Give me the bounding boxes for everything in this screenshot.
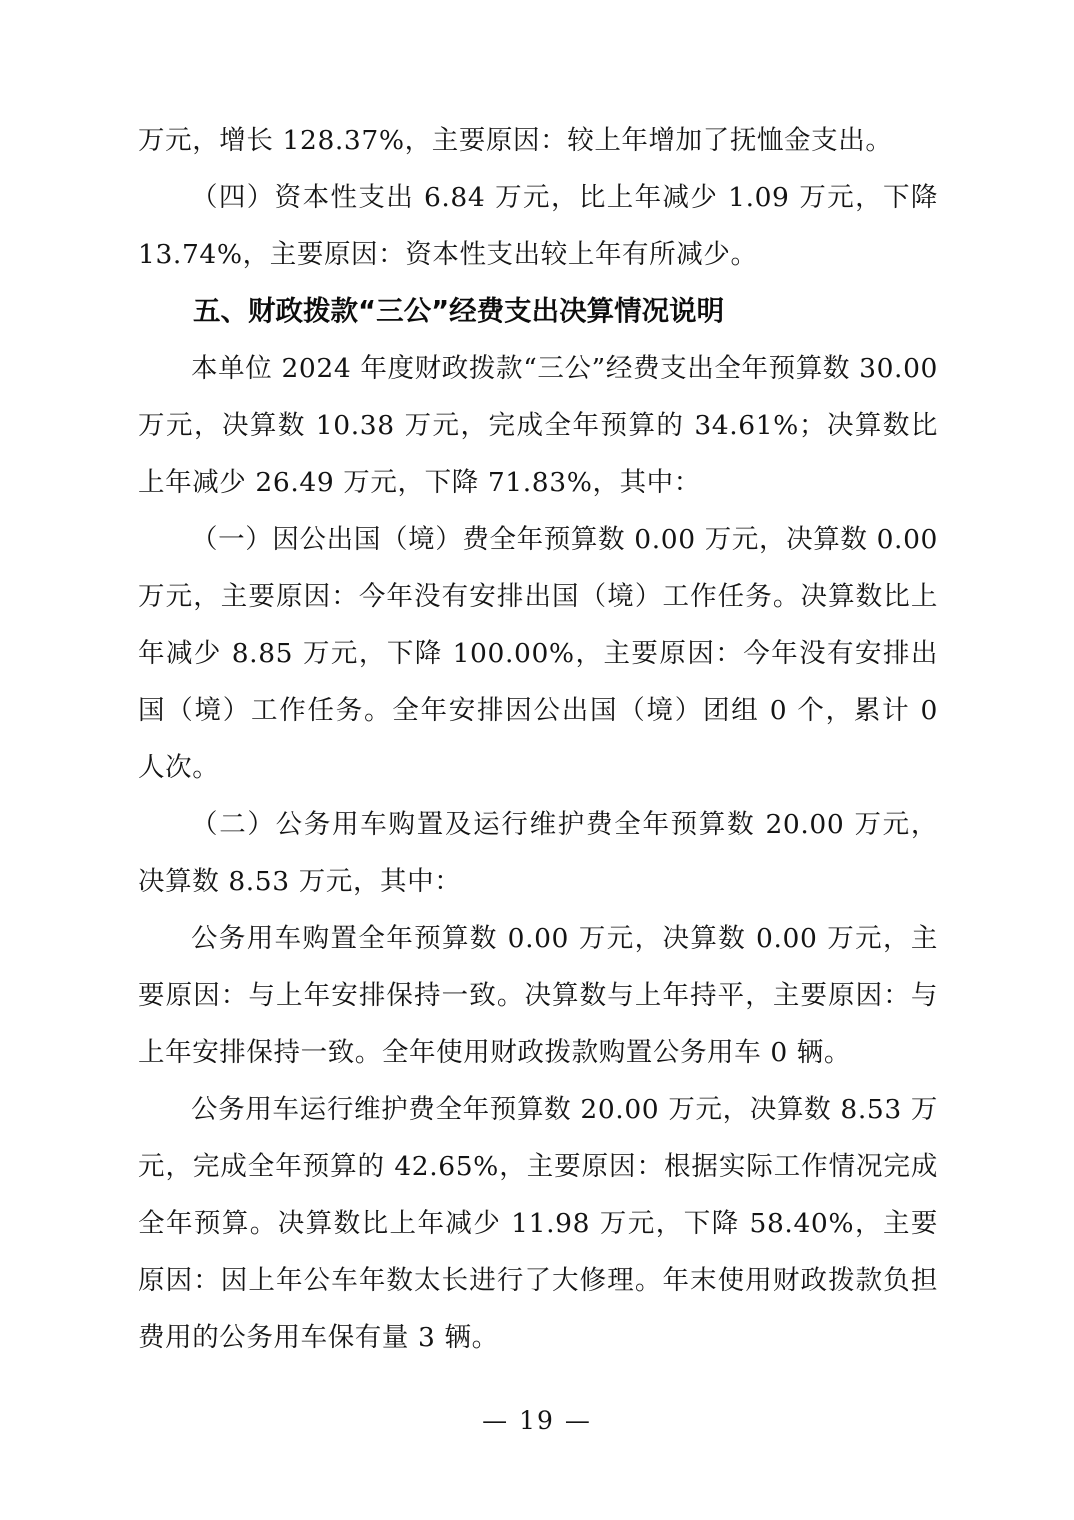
paragraph-vehicle-purchase: 公务用车购置全年预算数 0.00 万元，决算数 0.00 万元，主要原因：与上年安排保持一致。决算数与上年持平，主要原因：与上年安排保持一致。全年使用财政拨款购置公务用车 0 辆。 — [138, 923, 938, 1068]
paragraph-vehicle-maintenance: 公务用车运行维护费全年预算数 20.00 万元，决算数 8.53 万元，完成全年预算的 42.65%，主要原因：根据实际工作情况完成全年预算。决算数比上年减少 11.98 万元，下降 58.40%，主要原因：因上年公车年数太长进行了大修理。年末使用财政拨款负担费用的公务用车保有量 3 辆。 — [138, 1094, 938, 1353]
section-heading-five: 五、财政拨款“三公”经费支出决算情况说明 — [193, 295, 725, 327]
paragraph-item-four: （四）资本性支出 6.84 万元，比上年减少 1.09 万元，下降 13.74%，主要原因：资本性支出较上年有所减少。 — [138, 182, 938, 270]
paragraph-three-public-overview: 本单位 2024 年度财政拨款“三公”经费支出全年预算数 30.00 万元，决算数 10.38 万元，完成全年预算的 34.61%；决算数比上年减少 26.49 万元，下降 71.83%，其中： — [138, 353, 938, 498]
page-content — [138, 112, 938, 1366]
paragraph-item-two-vehicle: （二）公务用车购置及运行维护费全年预算数 20.00 万元，决算数 8.53 万元，其中： — [138, 809, 938, 897]
page-number: — 19 — — [482, 1406, 592, 1435]
paragraph-item-one-abroad: （一）因公出国（境）费全年预算数 0.00 万元，决算数 0.00 万元，主要原因：今年没有安排出国（境）工作任务。决算数比上年减少 8.85 万元，下降 100.00%，主要原因：今年没有安排出国（境）工作任务。全年安排因公出国（境）团组 0 个，累计 0 人次。 — [138, 524, 938, 783]
paragraph-continued: 万元，增长 128.37%，主要原因：较上年增加了抚恤金支出。 — [138, 125, 893, 156]
